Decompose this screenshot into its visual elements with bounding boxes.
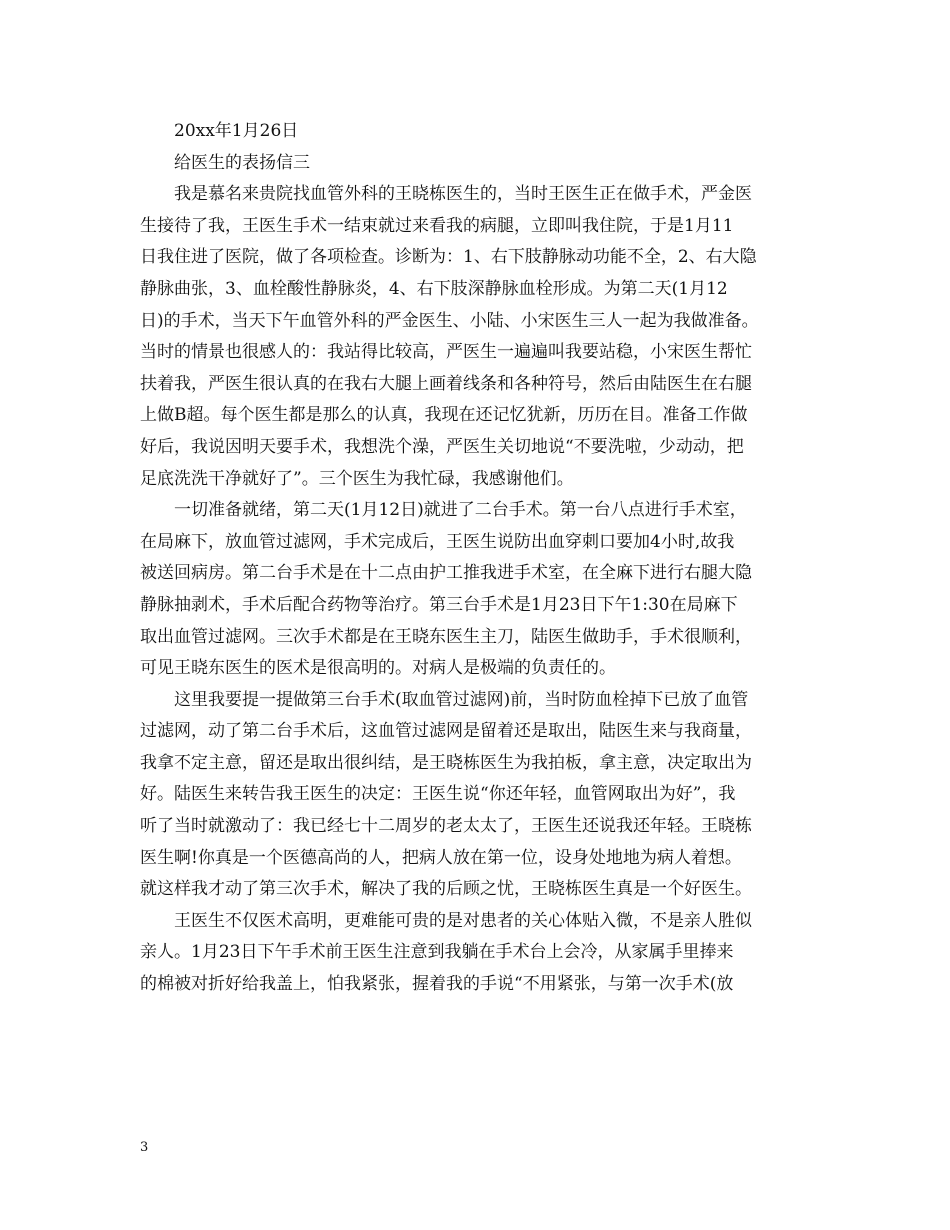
body-text-line: 上做B超。每个医生都是那么的认真，我现在还记忆犹新，历历在目。准备工作做 xyxy=(140,405,748,426)
body-text-line: 日)的手术，当天下午血管外科的严金医生、小陆、小宋医生三人一起为我做准备。 xyxy=(140,310,759,331)
body-text-line: 好后，我说因明天要手术，我想洗个澡，严医生关切地说“不要洗啦，少动动，把 xyxy=(140,436,744,457)
body-text-line: 扶着我，严医生很认真的在我右大腿上画着线条和各种符号，然后由陆医生在右腿 xyxy=(140,373,752,394)
letter-date: 20xx年1月26日 xyxy=(174,121,299,141)
body-text-line: 好。陆医生来转告我王医生的决定：王医生说“你还年轻，血管网取出为好”，我 xyxy=(140,784,736,805)
letter-body xyxy=(140,116,812,1001)
body-text-line: 过滤网，动了第二台手术后，这血管过滤网是留着还是取出，陆医生来与我商量， xyxy=(140,721,752,742)
page-number: 3 xyxy=(140,1140,149,1155)
body-text-line: 医生啊!你真是一个医德高尚的人，把病人放在第一位，设身处地地为病人着想。 xyxy=(140,847,742,868)
body-text-line: 取出血管过滤网。三次手术都是在王晓东医生主刀，陆医生做助手，手术很顺利， xyxy=(140,626,752,647)
letter-title: 给医生的表扬信三 xyxy=(174,152,310,173)
body-text-line: 王医生不仅医术高明，更难能可贵的是对患者的关心体贴入微，不是亲人胜似 xyxy=(174,910,752,931)
body-text-line: 的棉被对折好给我盖上，怕我紧张，握着我的手说“不用紧张，与第一次手术(放 xyxy=(140,974,734,995)
body-text-line: 被送回病房。第二台手术是在十二点由护工推我进手术室，在全麻下进行右腿大隐 xyxy=(140,563,752,584)
body-text-line: 我是慕名来贵院找血管外科的王晓栋医生的，当时王医生正在做手术，严金医 xyxy=(174,184,752,205)
body-text-line: 足底洗洗干净就好了”。三个医生为我忙碌，我感谢他们。 xyxy=(140,468,574,489)
body-text-line: 静脉曲张，3、血栓酸性静脉炎，4、右下肢深静脉血栓形成。为第二天(1月12 xyxy=(140,278,728,299)
body-text-line: 我拿不定主意，留还是取出很纠结，是王晓栋医生为我拍板，拿主意，决定取出为 xyxy=(140,752,752,773)
body-text-line: 当时的情景也很感人的：我站得比较高，严医生一遍遍叫我要站稳，小宋医生帮忙 xyxy=(140,342,752,363)
body-text-line: 日我住进了医院，做了各项检查。诊断为：1、右下肢静脉动功能不全，2、右大隐 xyxy=(140,247,757,268)
body-text-line: 听了当时就激动了：我已经七十二周岁的老太太了，王医生还说我还年轻。王晓栋 xyxy=(140,816,752,837)
body-text-line: 就这样我才动了第三次手术，解决了我的后顾之忧，王晓栋医生真是一个好医生。 xyxy=(140,879,752,900)
body-text-line: 可见王晓东医生的医术是很高明的。对病人是极端的负责任的。 xyxy=(140,658,616,679)
body-text-line: 亲人。1月23日下午手术前王医生注意到我躺在手术台上会冷，从家属手里捧来 xyxy=(140,942,734,963)
body-text-line: 一切准备就绪，第二天(1月12日)就进了二台手术。第一台八点进行手术室， xyxy=(174,500,747,521)
body-text-line: 生接待了我，王医生手术一结束就过来看我的病腿，立即叫我住院，于是1月11 xyxy=(140,215,734,236)
body-text-line: 静脉抽剥术，手术后配合药物等治疗。第三台手术是1月23日下午1:30在局麻下 xyxy=(140,594,738,615)
body-text-line: 这里我要提一提做第三台手术(取血管过滤网)前，当时防血栓掉下已放了血管 xyxy=(174,689,749,710)
body-text-line: 在局麻下，放血管过滤网，手术完成后，王医生说防出血穿刺口要加4小时,故我 xyxy=(140,531,735,552)
